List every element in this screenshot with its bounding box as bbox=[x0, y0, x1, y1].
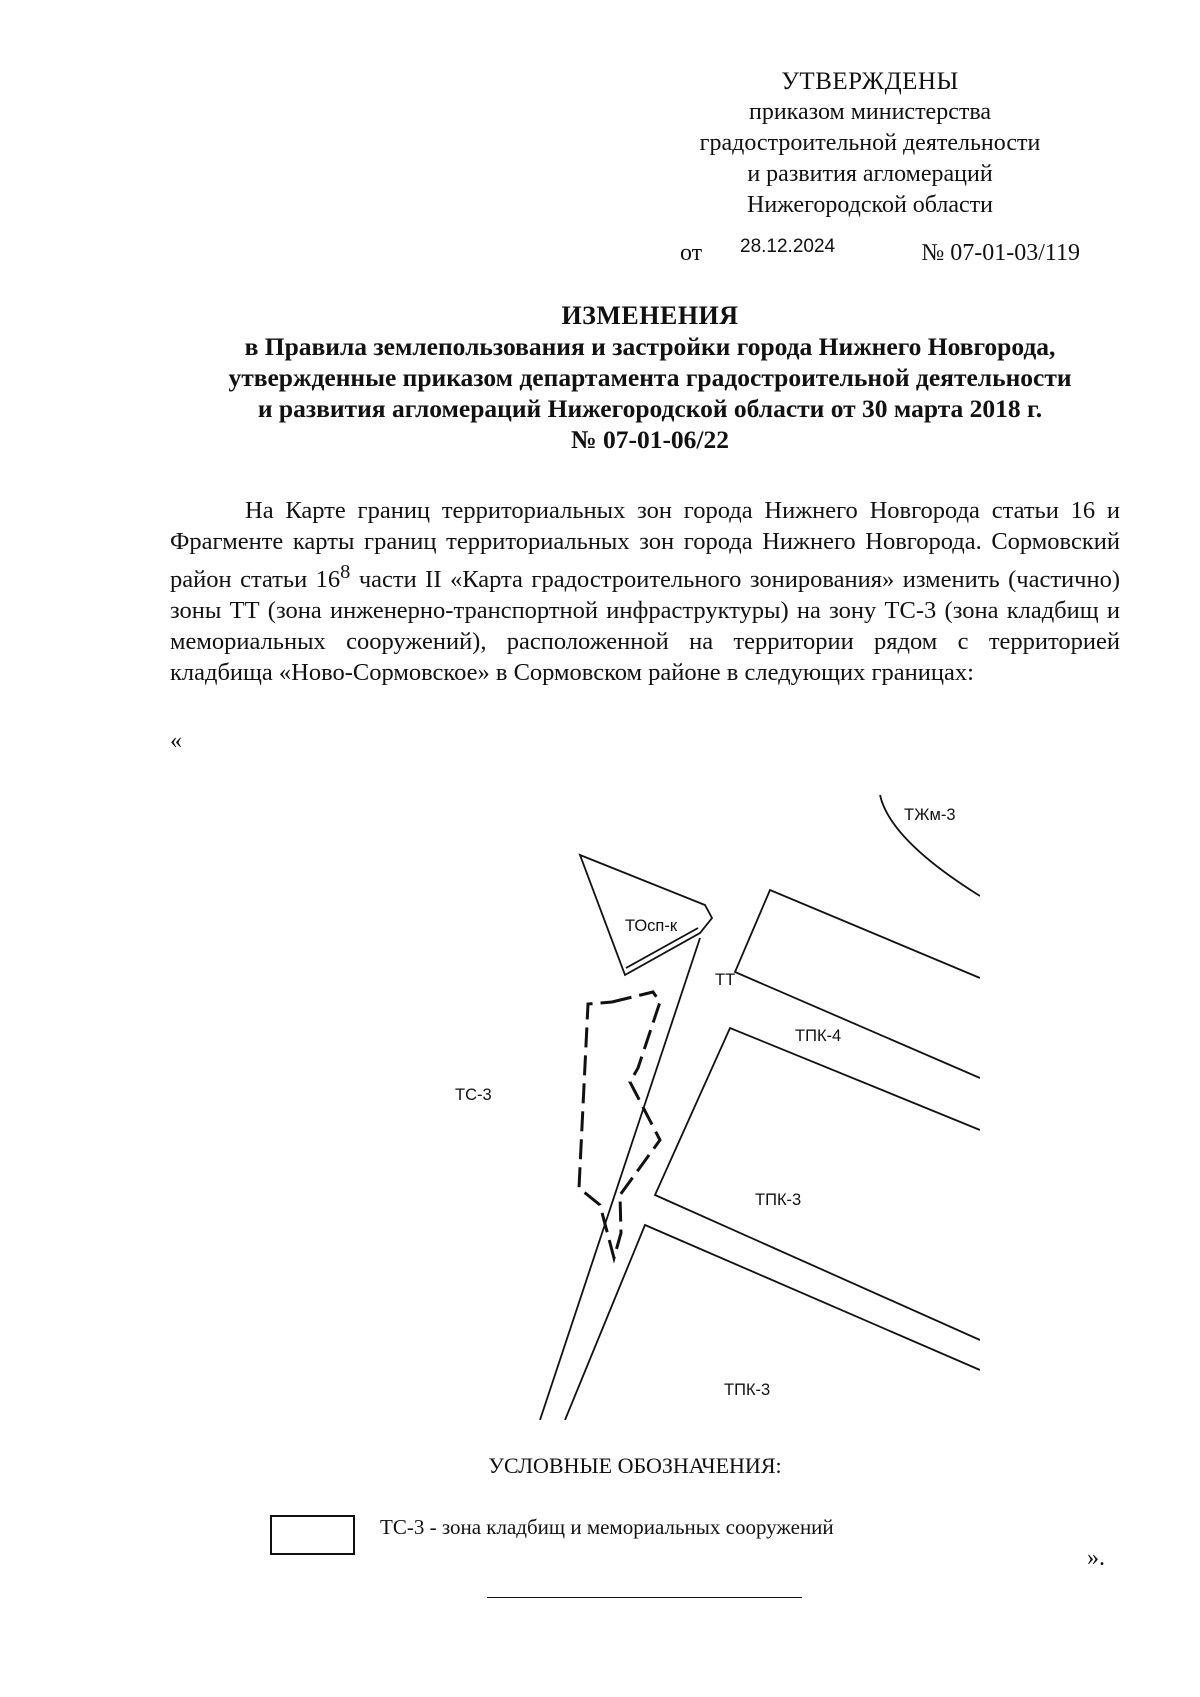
tpk3-lower-boundary bbox=[565, 1225, 980, 1420]
article-superscript: 8 bbox=[340, 561, 351, 583]
title-heading: ИЗМЕНЕНИЯ bbox=[561, 301, 739, 330]
label-tzhm3: ТЖм-3 bbox=[904, 806, 956, 824]
document-title bbox=[120, 300, 1180, 455]
approval-line: Нижегородской области bbox=[746, 192, 994, 218]
title-line: в Правила землепользования и застройки города Нижнего Новгорода, bbox=[244, 332, 1056, 361]
approval-heading: УТВЕРЖДЕНЫ bbox=[781, 68, 959, 95]
body-text-part2: части II «Карта градостроительного зонирования» изменить (частично) зоны ТТ (зона инженерно-транспортной инфраструктуры) на зону ТС-3 (зона кладбищ и мемориальных сооружений), расположенной на территории рядом с территорией кладбища «Ново-Сормовское» в Сормовском районе в следующих границах: bbox=[170, 566, 1120, 687]
tpk4-boundary bbox=[735, 890, 980, 1078]
legend-title: УСЛОВНЫЕ ОБОЗНАЧЕНИЯ: bbox=[488, 1453, 782, 1478]
legend-swatch bbox=[270, 1515, 355, 1555]
approval-line: приказом министерства bbox=[748, 99, 992, 125]
label-tpk3-upper: ТПК-3 bbox=[755, 1191, 802, 1209]
legend-item: ТС-3 - зона кладбищ и мемориальных сооружений bbox=[380, 1515, 834, 1539]
ts3-change-area-boundary bbox=[579, 992, 660, 1258]
bottom-divider bbox=[487, 1597, 802, 1598]
body-paragraph bbox=[170, 495, 1120, 688]
opening-quote: « bbox=[170, 728, 182, 754]
label-tpk4: ТПК-4 bbox=[795, 1027, 842, 1045]
approval-block bbox=[660, 66, 1080, 221]
title-line: утвержденные приказом департамента градостроительной деятельности bbox=[228, 363, 1072, 392]
label-tospk: ТОсп-к bbox=[625, 917, 678, 935]
title-line: и развития агломераций Нижегородской области от 30 марта 2018 г. bbox=[257, 394, 1043, 423]
zoning-map bbox=[440, 760, 980, 1420]
body-text-part1: На Карте границ территориальных зон города Нижнего Новгорода статьи 16 и Фрагменте карты границ территориальных зон города Нижнего Новгорода. Сормовский район статьи 16 bbox=[170, 497, 1120, 594]
closing-quote: ». bbox=[1087, 1545, 1105, 1571]
label-tpk3-lower: ТПК-3 bbox=[724, 1381, 771, 1399]
order-from-label: от bbox=[680, 240, 703, 266]
approval-line: и развития агломераций bbox=[747, 161, 993, 187]
approval-line: градостроительной деятельности bbox=[699, 130, 1041, 156]
map-boundaries bbox=[540, 795, 980, 1420]
order-reference bbox=[680, 236, 1080, 270]
title-line: № 07-01-06/22 bbox=[570, 425, 730, 454]
order-date: 28.12.2024 bbox=[740, 236, 836, 257]
road-west-edge bbox=[540, 938, 700, 1420]
label-tt: ТТ bbox=[715, 971, 736, 989]
order-number: № 07-01-03/119 bbox=[921, 240, 1080, 266]
label-ts3: ТС-3 bbox=[455, 1086, 492, 1104]
tpk3-upper-boundary bbox=[655, 1028, 980, 1340]
